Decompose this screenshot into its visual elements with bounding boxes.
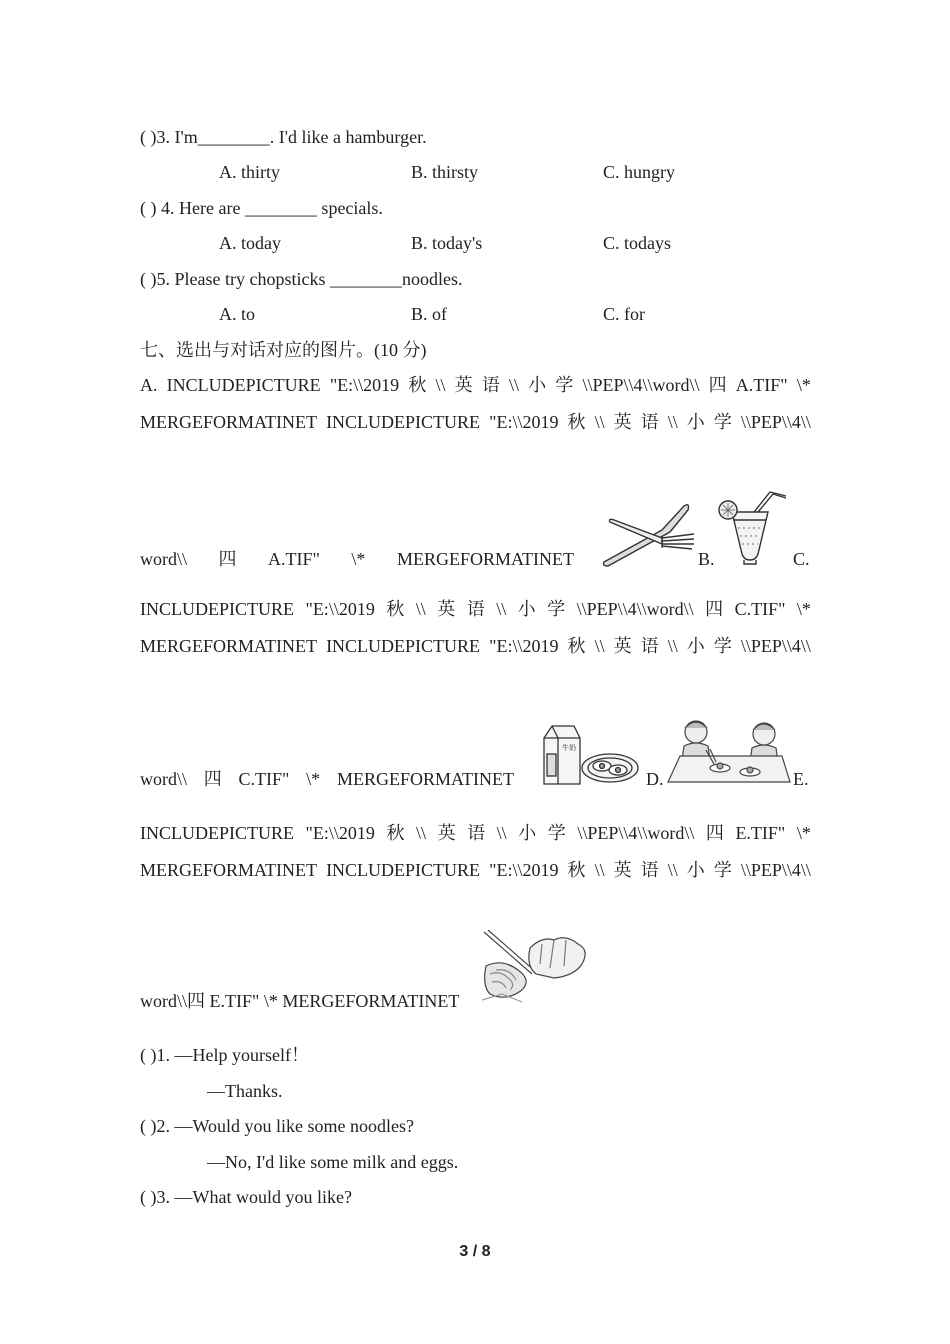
juice-glass-picture — [712, 488, 792, 568]
field-code-line: word\\ 四 C.TIF" \* MERGEFORMATINET — [140, 769, 514, 789]
children-at-table-picture — [666, 716, 792, 784]
option-a: A. to — [219, 304, 255, 324]
milk-carton-label: 牛奶 — [562, 744, 576, 752]
dialogue-3-question: ( )3. —What would you like? — [140, 1187, 352, 1207]
field-code-line: MERGEFORMATINET INCLUDEPICTURE "E:\\2019 秋 \\ 英 语 \\ 小 学 \\PEP\\4\\ — [140, 636, 811, 656]
option-b: B. of — [411, 304, 447, 324]
question-5-stem: ( )5. Please try chopsticks ________noodles. — [140, 269, 463, 289]
dialogue-1-question: ( )1. —Help yourself！ — [140, 1045, 309, 1065]
option-a: A. today — [219, 233, 281, 253]
field-code-line: A. INCLUDEPICTURE "E:\\2019 秋 \\ 英 语 \\ 小 学 \\PEP\\4\\word\\ 四 A.TIF" \* — [140, 375, 811, 395]
chopsticks-noodles-picture — [482, 930, 598, 1006]
field-code-line: INCLUDEPICTURE "E:\\2019 秋 \\ 英 语 \\ 小 学 \\PEP\\4\\word\\ 四 E.TIF" \* — [140, 823, 811, 843]
option-c: C. hungry — [603, 162, 675, 182]
picture-c-label: C. — [793, 549, 810, 569]
question-3-stem: ( )3. I'm________. I'd like a hamburger. — [140, 127, 427, 147]
picture-d-label: D. — [646, 769, 664, 789]
option-c: C. for — [603, 304, 645, 324]
field-code-line: MERGEFORMATINET INCLUDEPICTURE "E:\\2019 秋 \\ 英 语 \\ 小 学 \\PEP\\4\\ — [140, 860, 811, 880]
option-c: C. todays — [603, 233, 672, 253]
field-code-line: word\\ 四 A.TIF" \* MERGEFORMATINET — [140, 549, 574, 569]
option-b: B. thirsty — [411, 162, 479, 182]
field-code-line: INCLUDEPICTURE "E:\\2019 秋 \\ 英 语 \\ 小 学 \\PEP\\4\\word\\ 四 C.TIF" \* — [140, 599, 811, 619]
dialogue-2-question: ( )2. —Would you like some noodles? — [140, 1116, 415, 1136]
section-7-heading: 七、选出与对话对应的图片。(10 分) — [140, 340, 427, 360]
option-a: A. thirty — [219, 162, 280, 182]
dialogue-1-answer: —Thanks. — [207, 1081, 283, 1101]
field-code-line: word\\四 E.TIF" \* MERGEFORMATINET — [140, 991, 460, 1011]
milk-and-eggs-picture — [540, 724, 640, 786]
question-4-stem: ( ) 4. Here are ________ specials. — [140, 198, 383, 218]
dialogue-2-answer: —No, I'd like some milk and eggs. — [207, 1152, 459, 1172]
option-b: B. today's — [411, 233, 483, 253]
picture-e-label: E. — [793, 769, 809, 789]
knife-and-fork-picture — [600, 498, 698, 568]
page-number: 3 / 8 — [459, 1243, 491, 1260]
field-code-line: MERGEFORMATINET INCLUDEPICTURE "E:\\2019 秋 \\ 英 语 \\ 小 学 \\PEP\\4\\ — [140, 412, 811, 432]
picture-b-label: B. — [698, 549, 715, 569]
